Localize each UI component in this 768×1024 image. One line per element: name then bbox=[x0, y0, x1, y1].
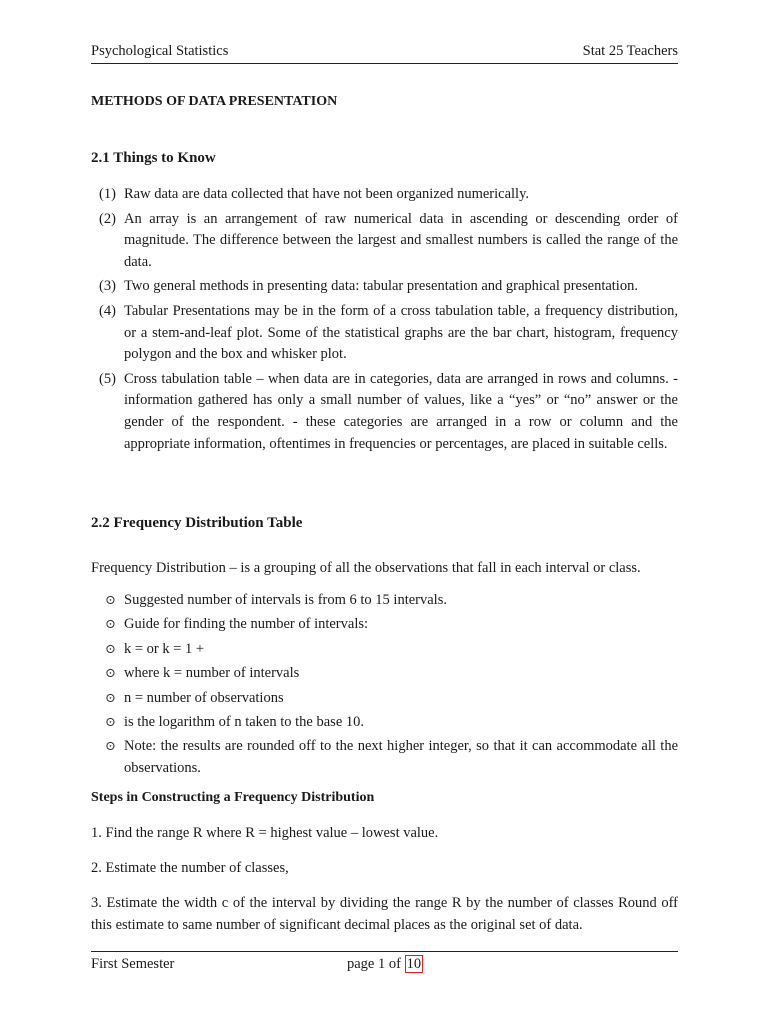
header-rule bbox=[91, 63, 678, 64]
bullet-item: ⊙ Suggested number of intervals is from 6 to 15 intervals. bbox=[91, 589, 678, 611]
circled-dot-icon: ⊙ bbox=[105, 689, 116, 705]
section-heading-2-1: 2.1 Things to Know bbox=[91, 150, 216, 166]
circled-dot-icon: ⊙ bbox=[105, 640, 116, 656]
circled-dot-icon: ⊙ bbox=[105, 665, 116, 681]
frequency-distribution-intro: Frequency Distribution – is a grouping of all the observations that fall in each interval or class. bbox=[91, 560, 641, 576]
circled-dot-icon: ⊙ bbox=[105, 592, 116, 607]
circled-dot-icon: ⊙ bbox=[105, 616, 116, 632]
step-2: 2. Estimate the number of classes, bbox=[91, 860, 289, 876]
list-item: (3) Two general methods in presenting data: tabular presentation and graphical presentation. bbox=[99, 278, 638, 295]
step-1: 1. Find the range R where R = highest value – lowest value. bbox=[91, 825, 439, 841]
frequency-bullets bbox=[91, 589, 678, 782]
bullet-item: ⊙ n = number of observations bbox=[91, 687, 678, 709]
page-indicator: page 1 of 10 bbox=[347, 956, 422, 972]
list-item: (1) Raw data are data collected that have not been organized numerically. bbox=[99, 186, 530, 202]
step-3: 3. Estimate the width c of the interval by dividing the range R by the number of classes Round off this estimate to same number of significant decimal places as the original set of data. bbox=[91, 895, 678, 933]
list-item: (2) An array is an arrangement of raw numerical data in ascending or descending order of magnitude. The difference between the largest and smallest numbers is called the range of the data. bbox=[99, 210, 678, 270]
header-course: Psychological Statistics bbox=[91, 43, 229, 59]
total-pages-link[interactable]: 10 bbox=[406, 956, 422, 972]
circled-dot-icon: ⊙ bbox=[105, 713, 116, 729]
footer-semester: First Semester bbox=[91, 956, 175, 972]
circled-dot-icon: ⊙ bbox=[105, 738, 116, 754]
things-to-know-list bbox=[91, 184, 678, 458]
bullet-item: ⊙ is the logarithm of n taken to the base 10. bbox=[91, 711, 678, 733]
bullet-item: ⊙ Guide for finding the number of intervals: bbox=[91, 613, 678, 635]
bullet-item: ⊙ where k = number of intervals bbox=[91, 662, 678, 684]
steps-heading: Steps in Constructing a Frequency Distribution bbox=[91, 790, 375, 805]
list-item: (5) Cross tabulation table – when data are in categories, data are arranged in rows and columns. - information gathered has only a small number of values, like a “yes” or “no” answer or the gender of the respondent. - these categories are arranged in a row or column and the appropriate information, oftentimes in frequencies or percentages, are placed in suitable cells. bbox=[99, 370, 678, 452]
bullet-item: ⊙ k = or k = 1 + bbox=[91, 638, 678, 660]
page-title: METHODS OF DATA PRESENTATION bbox=[91, 94, 338, 109]
bullet-item: ⊙ Note: the results are rounded off to the next higher integer, so that it can accommodate all the observations. bbox=[91, 735, 678, 779]
section-heading-2-2: 2.2 Frequency Distribution Table bbox=[91, 515, 303, 531]
document-page bbox=[91, 0, 678, 1024]
header-group: Stat 25 Teachers bbox=[582, 43, 678, 59]
list-item: (4) Tabular Presentations may be in the form of a cross tabulation table, a frequency distribution, or a stem-and-leaf plot. Some of the statistical graphs are the bar chart, histogram, frequency polygon and the box and whisker plot. bbox=[99, 302, 678, 363]
footer-rule bbox=[91, 951, 678, 952]
